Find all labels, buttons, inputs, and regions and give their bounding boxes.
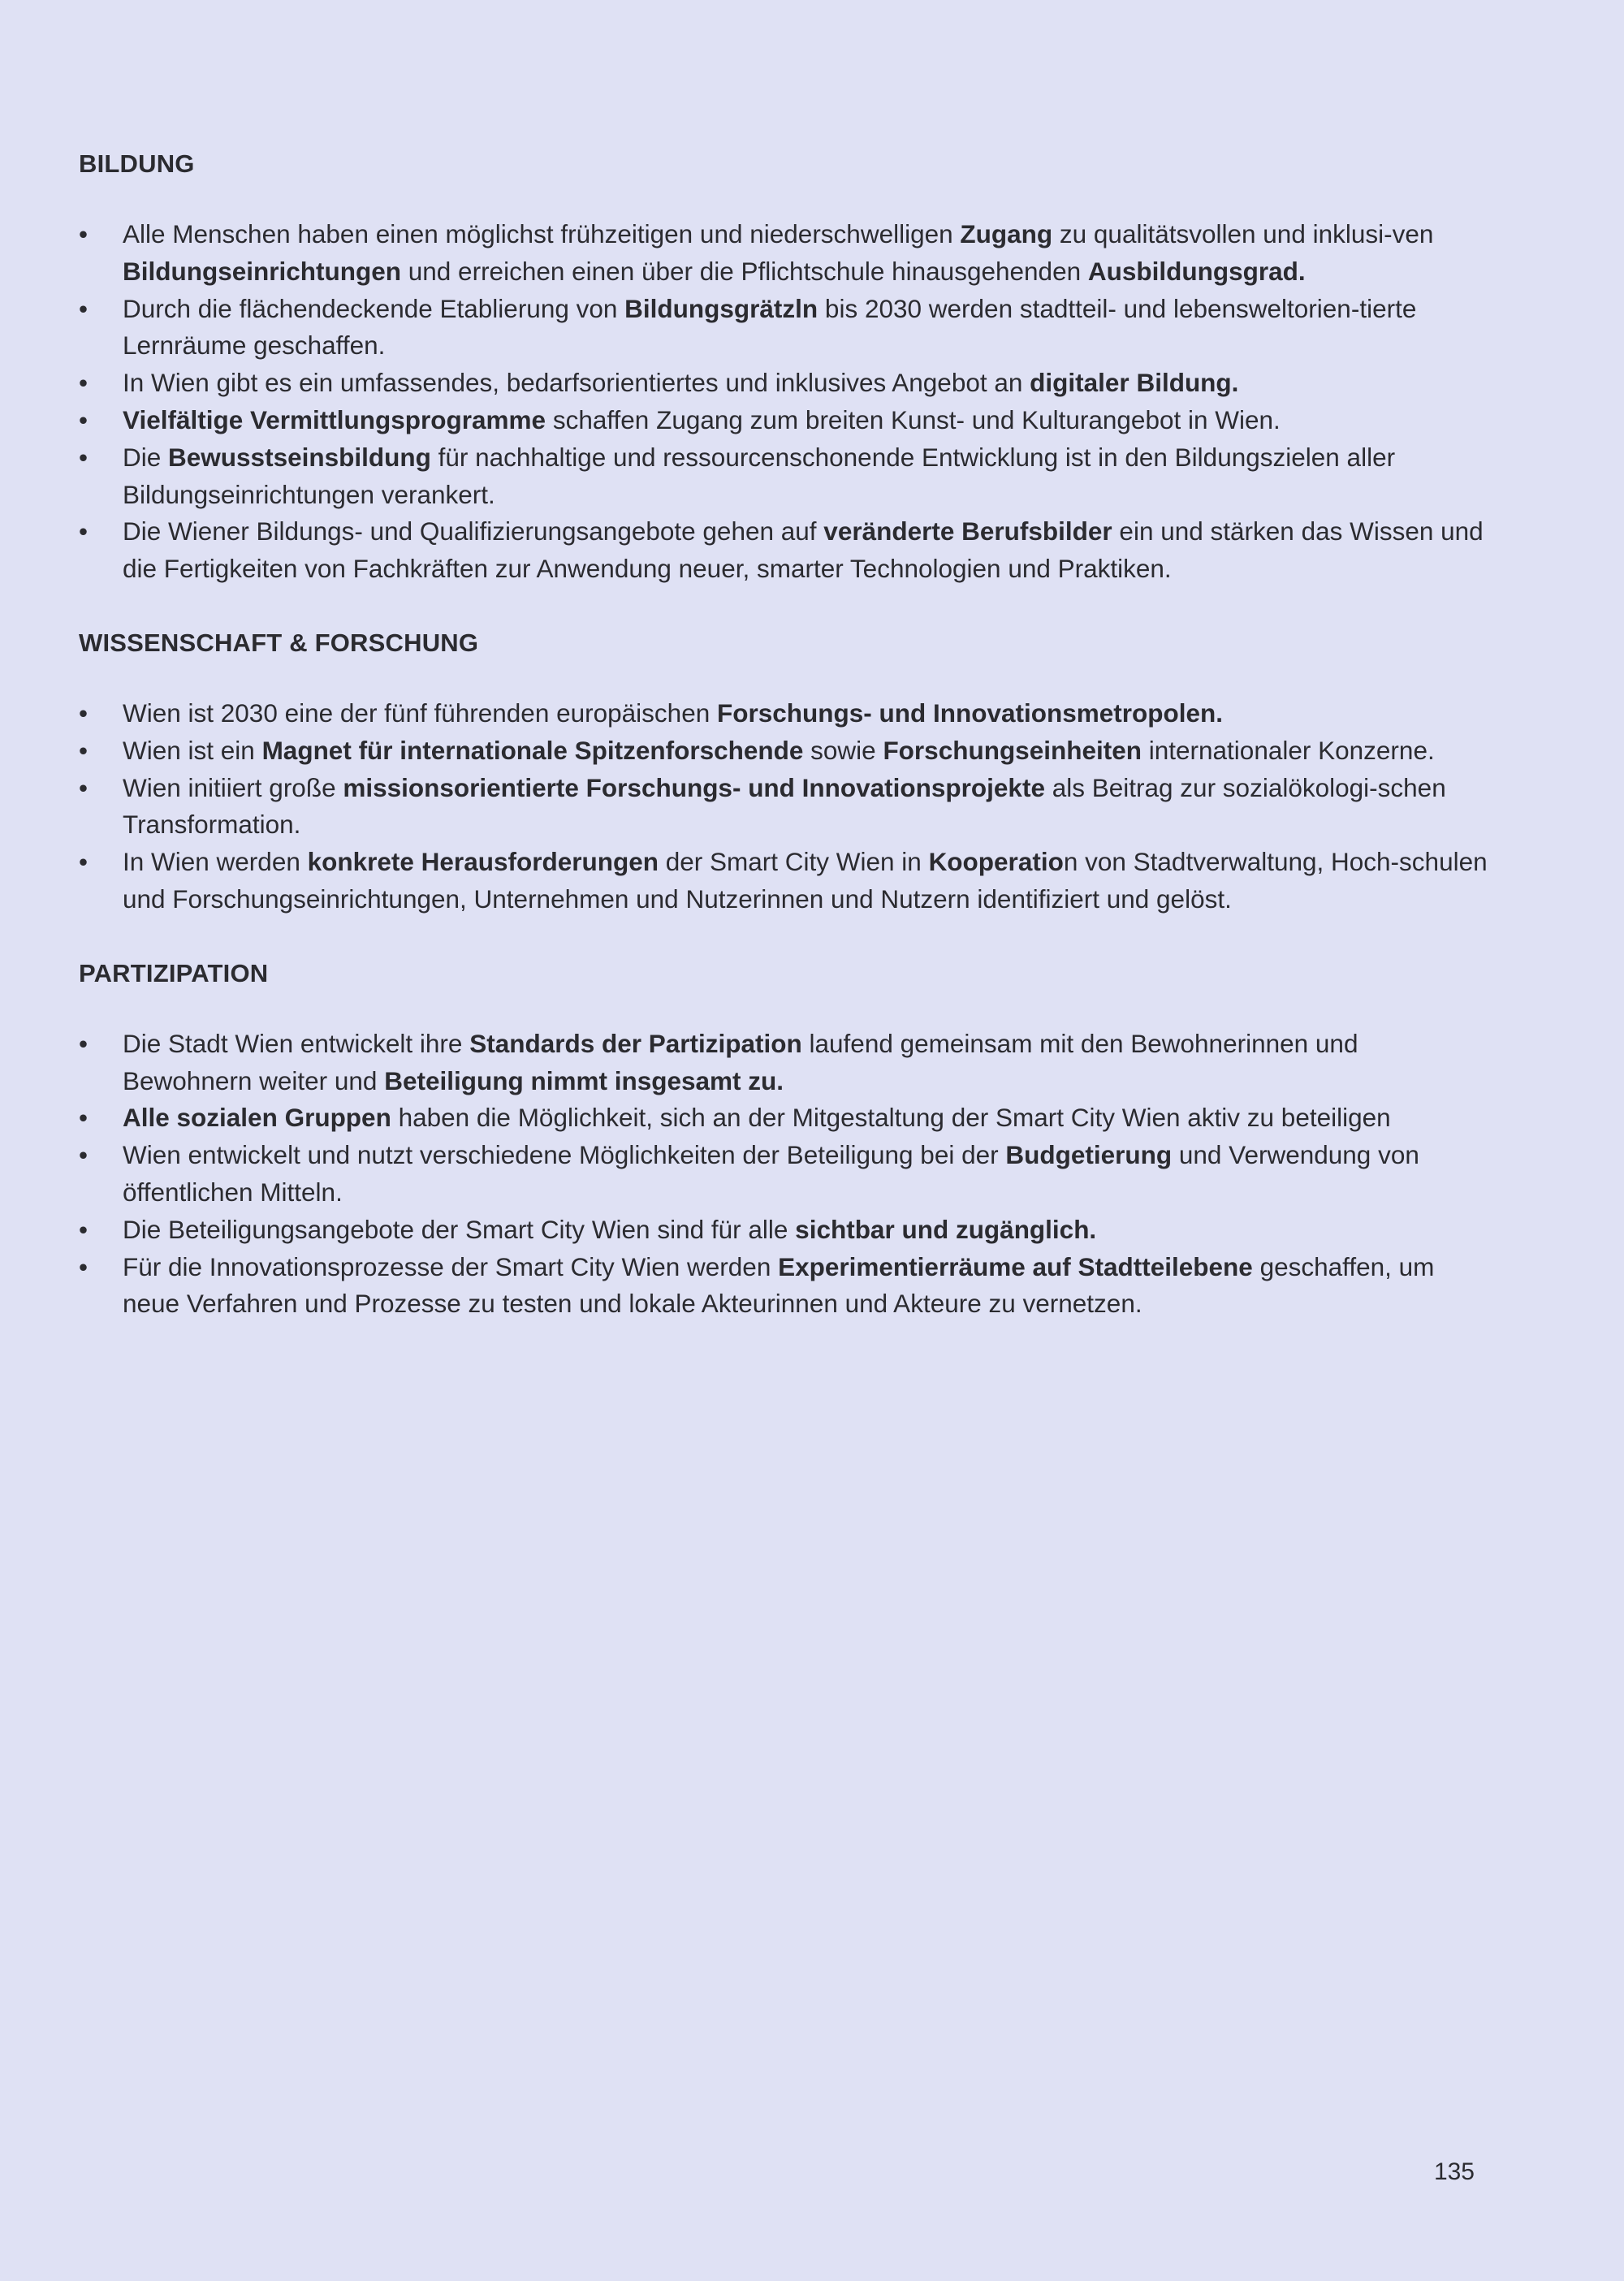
item-text: Wien initiiert große (123, 772, 343, 802)
bullet-glyph: • (79, 735, 89, 765)
bullet-glyph: • (79, 1028, 89, 1058)
bold-text: Magnet für internationale Spitzenforschende (261, 735, 804, 765)
item-text: laufend gemeinsam mit den Bewohnerinnen und Bewohnern weiter und (123, 1028, 1358, 1095)
item-text: Die (123, 442, 169, 472)
bold-text: Bildungsgrätzln (624, 293, 818, 323)
bullet-glyph: • (79, 404, 89, 434)
item-text: In Wien werden (123, 847, 308, 877)
bullet-glyph: • (79, 293, 89, 323)
item-text: Die Beteiligungsangebote der Smart City Wien sind für alle (123, 1214, 796, 1244)
bullet-glyph: • (79, 1214, 89, 1244)
item-text: ein und stärken das Wissen und die Fertigkeiten von Fachkräften zur Anwendung neuer, smarter Technologien und Praktiken. (123, 516, 1484, 584)
section-heading: WISSENSCHAFT & FORSCHUNG (79, 628, 479, 657)
item-text: internationaler Konzerne. (1141, 735, 1435, 765)
bold-text: Standards der Partizipation (469, 1028, 802, 1058)
section-partizipation (79, 954, 1492, 1323)
page-content (79, 145, 1492, 1323)
section-heading: BILDUNG (79, 149, 195, 178)
bold-text: Ausbildungsgrad. (1087, 256, 1306, 286)
item-text: schaffen Zugang zum breiten Kunst- und Kulturangebot in Wien. (546, 404, 1281, 434)
item-text: In Wien gibt es ein umfassendes, bedarfsorientiertes und inklusives Angebot an (123, 368, 1030, 398)
item-text: bis 2030 werden stadtteil- und lebensweltorien-tierte Lernräume geschaffen. (123, 293, 1417, 361)
item-text: Wien ist ein (123, 735, 262, 765)
item-text: und erreichen einen über die Pflichtschule hinausgehenden (401, 256, 1088, 286)
item-text: der Smart City Wien in (658, 847, 929, 877)
item-text: haben die Möglichkeit, sich an der Mitgestaltung der Smart City Wien aktiv zu beteiligen (391, 1103, 1391, 1133)
item-text: Die Stadt Wien entwickelt ihre (123, 1028, 470, 1058)
bold-text: Budgetierung (1005, 1140, 1173, 1170)
bullet-glyph: • (79, 219, 89, 248)
list-item (79, 216, 1492, 291)
bold-text: konkrete Herausforderungen (307, 847, 659, 877)
item-text: sowie (803, 735, 883, 765)
list-item (79, 513, 1492, 588)
bold-text: veränderte Berufsbilder (823, 516, 1112, 546)
bold-text: sichtbar und zugänglich. (795, 1214, 1097, 1244)
list-item (79, 695, 1492, 732)
item-text: Durch die flächendeckende Etablierung von (123, 293, 625, 323)
bullet-glyph: • (79, 698, 89, 728)
item-text: Alle Menschen haben einen möglichst frühzeitigen und niederschwelligen (123, 219, 961, 248)
list-item (79, 402, 1492, 439)
bullet-glyph: • (79, 368, 89, 398)
list-item (79, 732, 1492, 770)
list-item (79, 365, 1492, 402)
list-item (79, 439, 1492, 514)
list-item (79, 1137, 1492, 1212)
item-text: als Beitrag zur sozialökologi-schen Transformation. (123, 772, 1446, 840)
bullet-glyph: • (79, 1103, 89, 1133)
bold-text: Experimentierräume auf Stadtteilebene (778, 1251, 1253, 1281)
item-text: Für die Innovationsprozesse der Smart City Wien werden (123, 1251, 779, 1281)
bullet-glyph: • (79, 1251, 89, 1281)
list-item (79, 1026, 1492, 1100)
bold-text: Vielfältige Vermittlungsprogramme (123, 404, 546, 434)
bold-text: Bewusstseinsbildung (168, 442, 431, 472)
item-text: n von Stadtverwaltung, Hoch-schulen und Forschungseinrichtungen, Unternehmen und Nutzerinnen und Nutzern identifiziert und gelöst. (123, 847, 1488, 914)
bold-text: digitaler Bildung. (1030, 368, 1239, 398)
item-text: und Verwendung von öffentlichen Mitteln. (123, 1140, 1419, 1207)
section-wissenschaft-forschung (79, 624, 1492, 918)
bullet-glyph: • (79, 442, 89, 472)
item-text: geschaffen, um neue Verfahren und Prozesse zu testen und lokale Akteurinnen und Akteure zu vernetzen. (123, 1251, 1435, 1319)
bold-text: Alle sozialen Gruppen (123, 1103, 391, 1133)
list-item (79, 1212, 1492, 1249)
bullet-glyph: • (79, 772, 89, 802)
list-item (79, 844, 1492, 918)
bullet-list (79, 1026, 1492, 1323)
list-item (79, 291, 1492, 365)
section-bildung (79, 145, 1492, 588)
bold-text: Forschungs- und Innovationsmetropolen. (717, 698, 1224, 728)
bold-text: Zugang (960, 219, 1053, 248)
bold-text: Kooperatio (928, 847, 1064, 877)
bold-text: Bildungseinrichtungen (123, 256, 401, 286)
list-item (79, 1099, 1492, 1137)
page-number: 135 (1433, 2158, 1475, 2185)
bold-text: missionsorientierte Forschungs- und Innovationsprojekte (343, 772, 1045, 802)
item-text: Wien ist 2030 eine der fünf führenden europäischen (123, 698, 717, 728)
bullet-list (79, 695, 1492, 918)
item-text: Die Wiener Bildungs- und Qualifizierungsangebote gehen auf (123, 516, 824, 546)
section-heading: PARTIZIPATION (79, 958, 269, 987)
bold-text: Beteiligung nimmt insgesamt zu. (384, 1065, 784, 1095)
bullet-list (79, 216, 1492, 588)
item-text: zu qualitätsvollen und inklusi-ven (1052, 219, 1434, 248)
bullet-glyph: • (79, 1140, 89, 1170)
bullet-glyph: • (79, 516, 89, 546)
item-text: Wien entwickelt und nutzt verschiedene Möglichkeiten der Beteiligung bei der (123, 1140, 1006, 1170)
item-text: für nachhaltige und ressourcenschonende Entwicklung ist in den Bildungszielen aller Bildungseinrichtungen verankert. (123, 442, 1396, 509)
list-item (79, 770, 1492, 845)
list-item (79, 1249, 1492, 1324)
bullet-glyph: • (79, 847, 89, 877)
bold-text: Forschungseinheiten (883, 735, 1142, 765)
